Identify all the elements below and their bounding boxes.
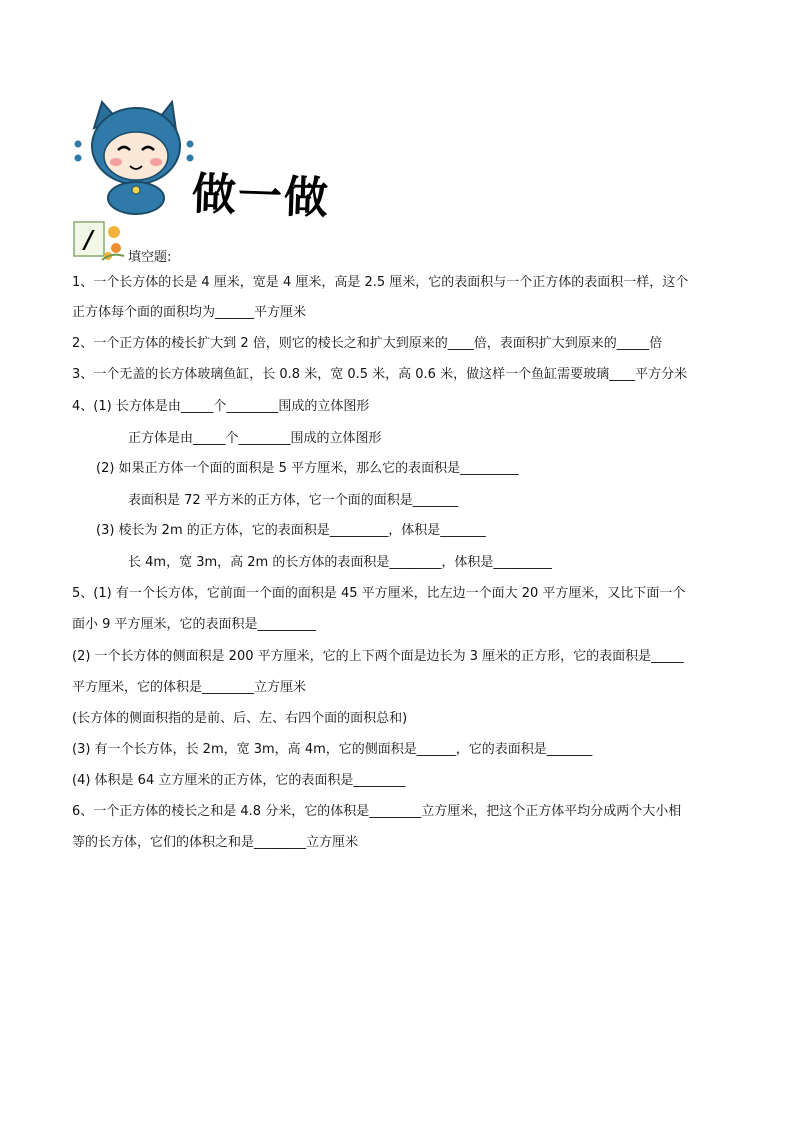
question-line: 5、(1) 有一个长方体，它前面一个面的面积是 45 平方厘米，比左边一个面大 20 平方厘米，又比下面一个 <box>72 586 686 601</box>
question-line: 3、一个无盖的长方体玻璃鱼缸，长 0.8 米，宽 0.5 米，高 0.6 米，做这样一个鱼缸需要玻璃____平方分米 <box>72 367 688 382</box>
question-line: 正方体是由_____个________围成的立体图形 <box>128 431 382 446</box>
flower-badge-icon <box>72 218 126 264</box>
question-line: 4、(1) 长方体是由_____个________围成的立体图形 <box>72 399 370 414</box>
question-line: (4) 体积是 64 立方厘米的正方体，它的表面积是________ <box>72 773 406 788</box>
question-line: 长 4m，宽 3m，高 2m 的长方体的表面积是________，体积是_________ <box>128 555 552 570</box>
svg-text:/: / <box>84 225 93 254</box>
question-line: 6、一个正方体的棱长之和是 4.8 分米，它的体积是________立方厘米，把这个正方体平均分成两个大小相 <box>72 804 682 819</box>
page-title: 做一做 <box>190 168 331 225</box>
question-line: (长方体的侧面积指的是前、后、左、右四个面的面积总和) <box>72 711 408 726</box>
question-line: 平方厘米，它的体积是________立方厘米 <box>72 680 307 695</box>
question-line: 1、一个长方体的长是 4 厘米，宽是 4 厘米，高是 2.5 厘米，它的表面积与一个正方体的表面积一样，这个 <box>72 275 689 290</box>
cat-mascot-icon <box>72 98 196 216</box>
question-line: (3) 棱长为 2m 的正方体，它的表面积是_________，体积是_______ <box>96 523 486 538</box>
question-line: 正方体每个面的面积均为______平方厘米 <box>72 305 307 320</box>
question-line: (2) 一个长方体的侧面积是 200 平方厘米，它的上下两个面是边长为 3 厘米的正方形，它的表面积是_____ <box>72 649 684 664</box>
question-line: 等的长方体，它们的体积之和是________立方厘米 <box>72 835 359 850</box>
question-line: (2) 如果正方体一个面的面积是 5 平方厘米，那么它的表面积是_________ <box>96 461 519 476</box>
question-line: 2、一个正方体的棱长扩大到 2 倍，则它的棱长之和扩大到原来的____倍，表面积扩大到原来的_____倍 <box>72 336 663 351</box>
question-line: (3) 有一个长方体，长 2m，宽 3m，高 4m，它的侧面积是______，它的表面积是_______ <box>72 742 593 757</box>
section-label: 填空题: <box>128 250 172 265</box>
question-line: 面小 9 平方厘米，它的表面积是_________ <box>72 617 317 632</box>
question-line: 表面积是 72 平方米的正方体，它一个面的面积是_______ <box>128 493 459 508</box>
